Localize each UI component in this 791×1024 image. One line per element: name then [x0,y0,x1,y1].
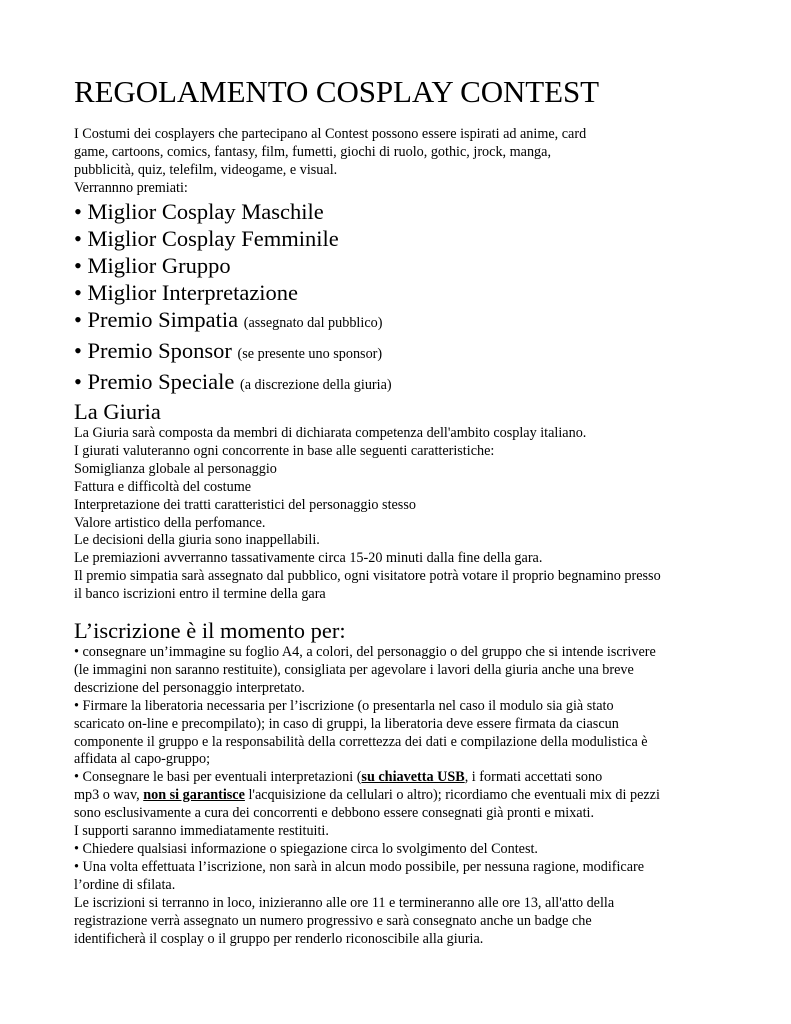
jury-line: Le decisioni della giuria sono inappellabili. [74,532,320,549]
registration-line: affidata al capo-gruppo; [74,751,211,768]
prize-item: • Miglior Cosplay Femminile [74,226,339,251]
jury-line: Il premio simpatia sarà assegnato dal pubblico, ogni visitatore potrà votare il proprio begnamino presso [74,568,661,585]
jury-line: I giurati valuteranno ogni concorrente in base alle seguenti caratteristiche: [74,442,495,459]
usb-emphasis: su chiavetta USB [361,769,465,786]
jury-line: Le premiazioni avverranno tassativamente circa 15-20 minuti dalla fine della gara. [74,550,543,567]
jury-line: il banco iscrizioni entro il termine della gara [74,586,326,603]
jury-line: La Giuria sarà composta da membri di dichiarata competenza dell'ambito cosplay italiano. [74,425,587,441]
jury-line: Fattura e difficoltà del costume [74,478,252,495]
registration-line: I supporti saranno immediatamente restituiti. [74,823,329,840]
prize-item: • Premio Simpatia (assegnato dal pubblico) [74,307,383,332]
intro-line: pubblicità, quiz, telefilm, videogame, e visual. [74,161,338,178]
page-title: REGOLAMENTO COSPLAY CONTEST [74,74,599,109]
jury-heading: La Giuria [74,399,161,424]
intro-section [74,126,734,198]
registration-line: (le immagini non saranno restituite), consigliata per agevolare i lavori della giuria anche una breve [74,661,634,678]
registration-line: scaricato on-line e precompilato); in caso di gruppi, la liberatoria deve essere firmata da ciascun [74,715,619,732]
prize-list [74,198,734,399]
prize-note: (a discrezione della giuria) [239,377,392,393]
prize-item: • Premio Sponsor (se presente uno sponsor) [74,338,383,363]
registration-line: Le iscrizioni si terranno in loco, inizieranno alle ore 11 e termineranno alle ore 13, all'atto della [74,894,615,911]
prize-item: • Miglior Gruppo [74,253,231,278]
jury-line: Interpretazione dei tratti caratteristici del personaggio stesso [74,496,416,513]
registration-line: sono esclusivamente a cura dei concorrenti e debbono essere consegnati già pronti e mixati. [74,805,595,822]
intro-line: I Costumi dei cosplayers che partecipano al Contest possono essere ispirati ad anime, card [74,126,587,142]
registration-line: • Una volta effettuata l’iscrizione, non sarà in alcun modo possibile, per nessuna ragione, modificare [74,858,645,875]
registration-section [74,618,734,948]
registration-heading: L’iscrizione è il momento per: [74,618,346,643]
registration-line-mp3: mp3 o wav, non si garantisce l'acquisizione da cellulari o altro); ricordiamo che eventuali mix di pezzi [74,787,660,804]
intro-line: Verrannno premiati: [74,179,188,196]
jury-section [74,399,734,604]
jury-line: Somiglianza globale al personaggio [74,460,277,477]
prize-item: • Miglior Cosplay Maschile [74,199,324,224]
registration-line: componente il gruppo e la responsabilità della correttezza dei dati e compilazione della modulistica è [74,733,648,750]
registration-line: • Firmare la liberatoria necessaria per l’iscrizione (o presentarla nel caso il modulo sia già stato [74,697,614,714]
jury-line: Valore artistico della perfomance. [74,514,266,531]
registration-line: • Chiedere qualsiasi informazione o spiegazione circa lo svolgimento del Contest. [74,840,538,857]
prize-item: • Miglior Interpretazione [74,280,299,305]
no-guarantee-emphasis: non si garantisce [143,787,245,804]
prize-note: (se presente uno sponsor) [237,346,383,362]
intro-line: game, cartoons, comics, fantasy, film, fumetti, giochi di ruolo, gothic, jrock, manga, [74,143,551,160]
registration-line: • consegnare un’immagine su foglio A4, a colori, del personaggio o del gruppo che si intende iscrivere [74,644,656,660]
registration-line-usb: • Consegnare le basi per eventuali interpretazioni (su chiavetta USB, i formati accettati sono [74,769,603,786]
registration-line: l’ordine di sfilata. [74,876,176,893]
prize-note: (assegnato dal pubblico) [243,315,383,331]
registration-line: descrizione del personaggio interpretato. [74,679,305,696]
registration-line: registrazione verrà assegnato un numero progressivo e sarà consegnato anche un badge che [74,912,592,929]
registration-line: identificherà il cosplay o il gruppo per renderlo riconoscibile alla giuria. [74,930,484,947]
prize-item: • Premio Speciale (a discrezione della giuria) [74,369,392,394]
